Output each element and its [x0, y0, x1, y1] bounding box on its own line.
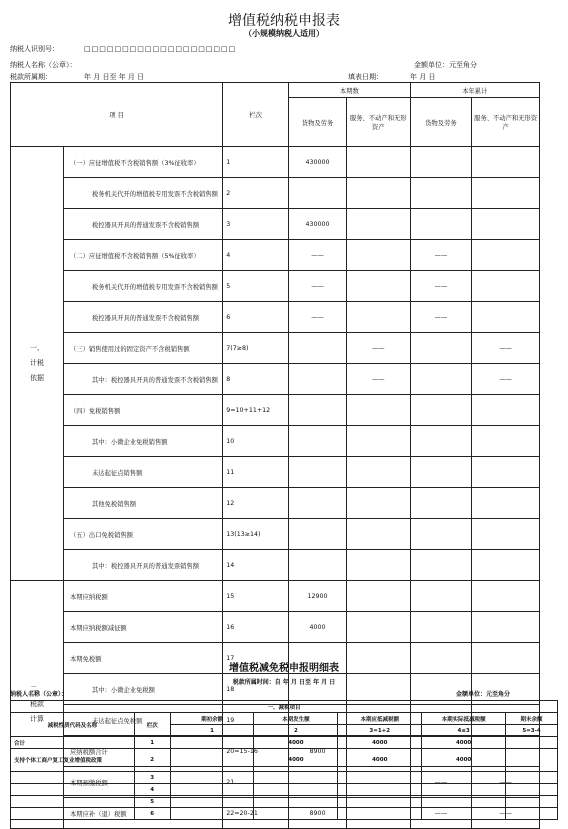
cell-goods[interactable]: ——	[289, 302, 347, 333]
col-current-header: 本期数	[289, 83, 410, 98]
form-subtitle: （小规模纳税人适用）	[244, 29, 324, 38]
row-line: 19	[223, 705, 289, 736]
table-row	[11, 426, 540, 457]
row-item: 本期预缴税额	[64, 767, 223, 798]
detail-c5[interactable]	[506, 784, 558, 796]
row-item: （三）销售使用过的固定资产不含税销售额	[64, 333, 223, 364]
cell-ytd-goods[interactable]	[410, 178, 472, 209]
detail-row	[11, 808, 558, 820]
cell-ytd-services[interactable]	[472, 612, 540, 643]
table-row	[11, 488, 540, 519]
detail-c1[interactable]	[170, 737, 254, 749]
detail-period: 税款所属时间：自 年 月 日至 年 月 日	[232, 679, 336, 686]
cell-ytd-services[interactable]	[472, 457, 540, 488]
detail-c1[interactable]	[170, 808, 254, 820]
cell-goods[interactable]: 8900	[289, 736, 347, 767]
row-line: 8	[223, 364, 289, 395]
cell-ytd-services[interactable]	[472, 395, 540, 426]
cell-goods[interactable]: ——	[289, 271, 347, 302]
detail-c4[interactable]	[422, 796, 506, 808]
detail-col3: 本期应抵减税额	[338, 713, 422, 725]
cell-ytd-goods[interactable]: ——	[410, 271, 472, 302]
detail-c2[interactable]: 4000	[254, 749, 338, 772]
cell-services[interactable]	[346, 457, 410, 488]
cell-ytd-goods[interactable]	[410, 426, 472, 457]
detail-c4[interactable]: 4000	[422, 749, 506, 772]
period-label: 税款所属期：	[10, 73, 52, 81]
detail-line: 4	[134, 784, 170, 796]
table-row	[11, 457, 540, 488]
cell-services[interactable]: ——	[346, 364, 410, 395]
row-item: （二）应征增值税不含税销售额（5%征收率）	[64, 240, 223, 271]
row-item: 税务机关代开的增值税专用发票不含税销售额	[64, 271, 223, 302]
cell-ytd-services[interactable]: ——	[472, 364, 540, 395]
row-item: 其中：小微企业免税销售额	[64, 426, 223, 457]
table-row	[11, 612, 540, 643]
cell-services[interactable]	[346, 612, 410, 643]
cell-goods[interactable]	[289, 457, 347, 488]
cell-services[interactable]	[346, 178, 410, 209]
detail-name: 合计	[11, 737, 135, 749]
row-line: 17	[223, 643, 289, 674]
detail-taxpayer: 纳税人名称（公章）：	[10, 691, 68, 698]
row-item: （一）应征增值税不含税销售额（3%征收率）	[64, 147, 223, 178]
detail-line: 5	[134, 796, 170, 808]
detail-title: 增值税减免税申报明细表	[229, 663, 339, 674]
detail-row	[11, 772, 558, 784]
row-item: 本期应纳税额	[64, 581, 223, 612]
cell-services[interactable]	[346, 519, 410, 550]
row-line: 6	[223, 302, 289, 333]
cell-ytd-services[interactable]	[472, 581, 540, 612]
row-line: 2	[223, 178, 289, 209]
cell-ytd-services[interactable]	[472, 488, 540, 519]
detail-col5: 期末余额	[506, 713, 558, 725]
cell-ytd-goods[interactable]	[410, 364, 472, 395]
detail-line: 3	[134, 772, 170, 784]
col-goods-header: 货物及劳务	[289, 98, 347, 147]
row-line: 15	[223, 581, 289, 612]
cell-goods[interactable]: 430000	[289, 147, 347, 178]
cell-goods[interactable]	[289, 395, 347, 426]
detail-c4[interactable]	[422, 772, 506, 784]
detail-name	[11, 796, 135, 808]
cell-ytd-goods[interactable]	[410, 457, 472, 488]
row-item: 未达起征点销售额	[64, 457, 223, 488]
table-row	[11, 395, 540, 426]
row-item: 税控器具开具的普通发票不含税销售额	[64, 302, 223, 333]
detail-col-name: 减税性质代码及名称	[11, 713, 135, 737]
amount-unit: 金额单位：元至角分	[414, 61, 477, 69]
cell-ytd-services[interactable]	[472, 147, 540, 178]
detail-c3[interactable]	[338, 808, 422, 820]
cell-services[interactable]	[346, 302, 410, 333]
col-services-header: 服务、不动产和无形资产	[346, 98, 410, 147]
row-line: 12	[223, 488, 289, 519]
cell-ytd-services[interactable]	[472, 519, 540, 550]
detail-section: 一、减税项目	[11, 701, 558, 713]
row-line: 13(13≥14)	[223, 519, 289, 550]
row-line: 16	[223, 612, 289, 643]
cell-ytd-services[interactable]: ——	[472, 767, 540, 798]
fill-date-label: 填表日期：	[348, 73, 383, 81]
detail-n5: 5=3-4	[506, 725, 558, 737]
table-row	[11, 302, 540, 333]
cell-goods[interactable]: ——	[289, 240, 347, 271]
cell-goods[interactable]	[289, 333, 347, 364]
row-line: 18	[223, 674, 289, 705]
cell-services[interactable]	[346, 395, 410, 426]
detail-c1[interactable]	[170, 796, 254, 808]
table-row	[11, 271, 540, 302]
table-row	[11, 240, 540, 271]
row-item: 税控器具开具的普通发票不含税销售额	[64, 209, 223, 240]
table-row	[11, 364, 540, 395]
cell-services[interactable]	[346, 581, 410, 612]
row-line: 10	[223, 426, 289, 457]
detail-c2[interactable]: 4000	[254, 737, 338, 749]
table-row	[11, 519, 540, 550]
cell-ytd-goods[interactable]	[410, 333, 472, 364]
detail-name	[11, 808, 135, 820]
cell-ytd-services[interactable]	[472, 426, 540, 457]
detail-line: 1	[134, 737, 170, 749]
detail-line: 6	[134, 808, 170, 820]
row-line: 21	[223, 767, 289, 798]
table-row	[11, 581, 540, 612]
table-row	[11, 178, 540, 209]
cell-ytd-services[interactable]	[472, 302, 540, 333]
detail-c3[interactable]: 4000	[338, 737, 422, 749]
detail-c4[interactable]	[422, 784, 506, 796]
cell-ytd-goods[interactable]: ——	[410, 767, 472, 798]
cell-goods[interactable]	[289, 550, 347, 581]
detail-c4[interactable]: 4000	[422, 737, 506, 749]
detail-n4: 4≤3	[422, 725, 506, 737]
row-line: 5	[223, 271, 289, 302]
cell-ytd-goods[interactable]: ——	[410, 798, 472, 829]
row-item: 税务机关代开的增值税专用发票不含税销售额	[64, 178, 223, 209]
cell-ytd-goods[interactable]: ——	[410, 302, 472, 333]
col-item-header: 项 目	[11, 83, 223, 147]
detail-unit: 金额单位：元至角分	[456, 691, 511, 698]
row-item: 本期免税额	[64, 643, 223, 674]
cell-services[interactable]	[346, 488, 410, 519]
cell-services[interactable]	[346, 240, 410, 271]
row-line: 1	[223, 147, 289, 178]
taxpayer-id-label: 纳税人识别号：	[10, 45, 59, 53]
row-line: 22=20-21	[223, 798, 289, 829]
cell-goods[interactable]	[289, 488, 347, 519]
cell-ytd-services[interactable]	[472, 209, 540, 240]
row-item: 本期应补（退）税额	[64, 798, 223, 829]
cell-goods[interactable]	[289, 178, 347, 209]
row-line: 9=10+11+12	[223, 395, 289, 426]
detail-row	[11, 749, 558, 772]
cell-services[interactable]	[346, 147, 410, 178]
row-item: 其中：税控器具开具的普通发票不含税销售额	[64, 364, 223, 395]
detail-c2[interactable]	[254, 808, 338, 820]
table-row	[11, 147, 540, 178]
detail-name	[11, 784, 135, 796]
detail-c5[interactable]	[506, 796, 558, 808]
row-item: 应纳税额合计	[64, 736, 223, 767]
detail-c5[interactable]	[506, 737, 558, 749]
cell-goods[interactable]: 8900	[289, 798, 347, 829]
cell-ytd-goods[interactable]	[410, 519, 472, 550]
col-ytd-services-header: 服务、不动产和无形资产	[472, 98, 540, 147]
row-item: 未达起征点免税额	[64, 705, 223, 736]
row-line: 20=15-16	[223, 736, 289, 767]
cell-ytd-services[interactable]: ——	[472, 798, 540, 829]
row-line: 14	[223, 550, 289, 581]
detail-c2[interactable]	[254, 796, 338, 808]
cell-ytd-goods[interactable]	[410, 550, 472, 581]
row-line: 4	[223, 240, 289, 271]
detail-n3: 3=1+2	[338, 725, 422, 737]
detail-col4: 本期实际抵减税额	[422, 713, 506, 725]
cell-services[interactable]	[346, 426, 410, 457]
table-row	[11, 333, 540, 364]
detail-name: 支持个体工商户复工复业增值税政策	[11, 749, 135, 772]
cell-ytd-goods[interactable]	[410, 581, 472, 612]
row-item: 其他免税销售额	[64, 488, 223, 519]
row-line: 7(7≥8)	[223, 333, 289, 364]
cell-services[interactable]: ——	[346, 333, 410, 364]
form-title: 增值税纳税申报表	[228, 13, 340, 29]
cell-ytd-services[interactable]	[472, 240, 540, 271]
cell-ytd-goods[interactable]	[410, 209, 472, 240]
cell-ytd-services[interactable]	[472, 178, 540, 209]
row-item: （四）免税销售额	[64, 395, 223, 426]
cell-ytd-goods[interactable]	[410, 147, 472, 178]
detail-c1[interactable]	[170, 772, 254, 784]
cell-ytd-services[interactable]	[472, 550, 540, 581]
cell-goods[interactable]: 12900	[289, 581, 347, 612]
cell-services[interactable]	[346, 550, 410, 581]
detail-c3[interactable]: 4000	[338, 749, 422, 772]
cell-ytd-services[interactable]: ——	[472, 333, 540, 364]
detail-col2: 本期发生额	[254, 713, 338, 725]
cell-ytd-goods[interactable]	[410, 488, 472, 519]
cell-ytd-goods[interactable]	[410, 395, 472, 426]
detail-table	[10, 700, 558, 820]
row-item: 其中：税控器具开具的普通发票销售额	[64, 550, 223, 581]
detail-c2[interactable]	[254, 784, 338, 796]
detail-n1: 1	[170, 725, 254, 737]
detail-c3[interactable]	[338, 784, 422, 796]
detail-c1[interactable]	[170, 749, 254, 772]
section-basis: 一、计税依据	[11, 147, 64, 581]
row-item: 本期应纳税额减征额	[64, 612, 223, 643]
detail-c2[interactable]	[254, 772, 338, 784]
detail-row	[11, 796, 558, 808]
cell-goods[interactable]: 430000	[289, 209, 347, 240]
detail-col-line: 栏次	[134, 713, 170, 737]
detail-col1: 期初余额	[170, 713, 254, 725]
detail-c5[interactable]	[506, 749, 558, 772]
detail-row	[11, 784, 558, 796]
cell-services[interactable]	[346, 209, 410, 240]
taxpayer-name-label: 纳税人名称（公章）：	[10, 61, 77, 69]
cell-goods[interactable]: 4000	[289, 612, 347, 643]
detail-n2: 2	[254, 725, 338, 737]
detail-c5[interactable]	[506, 772, 558, 784]
taxpayer-id-boxes[interactable]: □□□□□□□□□□□□□□□□□□□□	[84, 45, 237, 53]
table-row	[11, 550, 540, 581]
period-value[interactable]: 年 月 日至 年 月 日	[84, 73, 145, 81]
cell-ytd-services[interactable]	[472, 271, 540, 302]
fill-date-value[interactable]: 年 月 日	[410, 73, 436, 81]
cell-goods[interactable]	[289, 519, 347, 550]
cell-goods[interactable]	[289, 426, 347, 457]
col-ytd-header: 本年累计	[410, 83, 539, 98]
row-item: （五）出口免税销售额	[64, 519, 223, 550]
detail-c3[interactable]	[338, 772, 422, 784]
cell-goods[interactable]	[289, 364, 347, 395]
cell-ytd-goods[interactable]	[410, 612, 472, 643]
section-tax: 二、税款计算	[11, 581, 64, 829]
row-line: 11	[223, 457, 289, 488]
detail-c4[interactable]	[422, 808, 506, 820]
cell-services[interactable]	[346, 271, 410, 302]
col-ytd-goods-header: 货物及劳务	[410, 98, 472, 147]
detail-c1[interactable]	[170, 784, 254, 796]
col-line-header: 栏次	[223, 83, 289, 147]
detail-line: 2	[134, 749, 170, 772]
detail-c3[interactable]	[338, 796, 422, 808]
table-row	[11, 209, 540, 240]
row-item: 其中：小微企业免税额	[64, 674, 223, 705]
row-line: 3	[223, 209, 289, 240]
detail-c5[interactable]	[506, 808, 558, 820]
cell-ytd-goods[interactable]: ——	[410, 240, 472, 271]
detail-row	[11, 737, 558, 749]
detail-name	[11, 772, 135, 784]
